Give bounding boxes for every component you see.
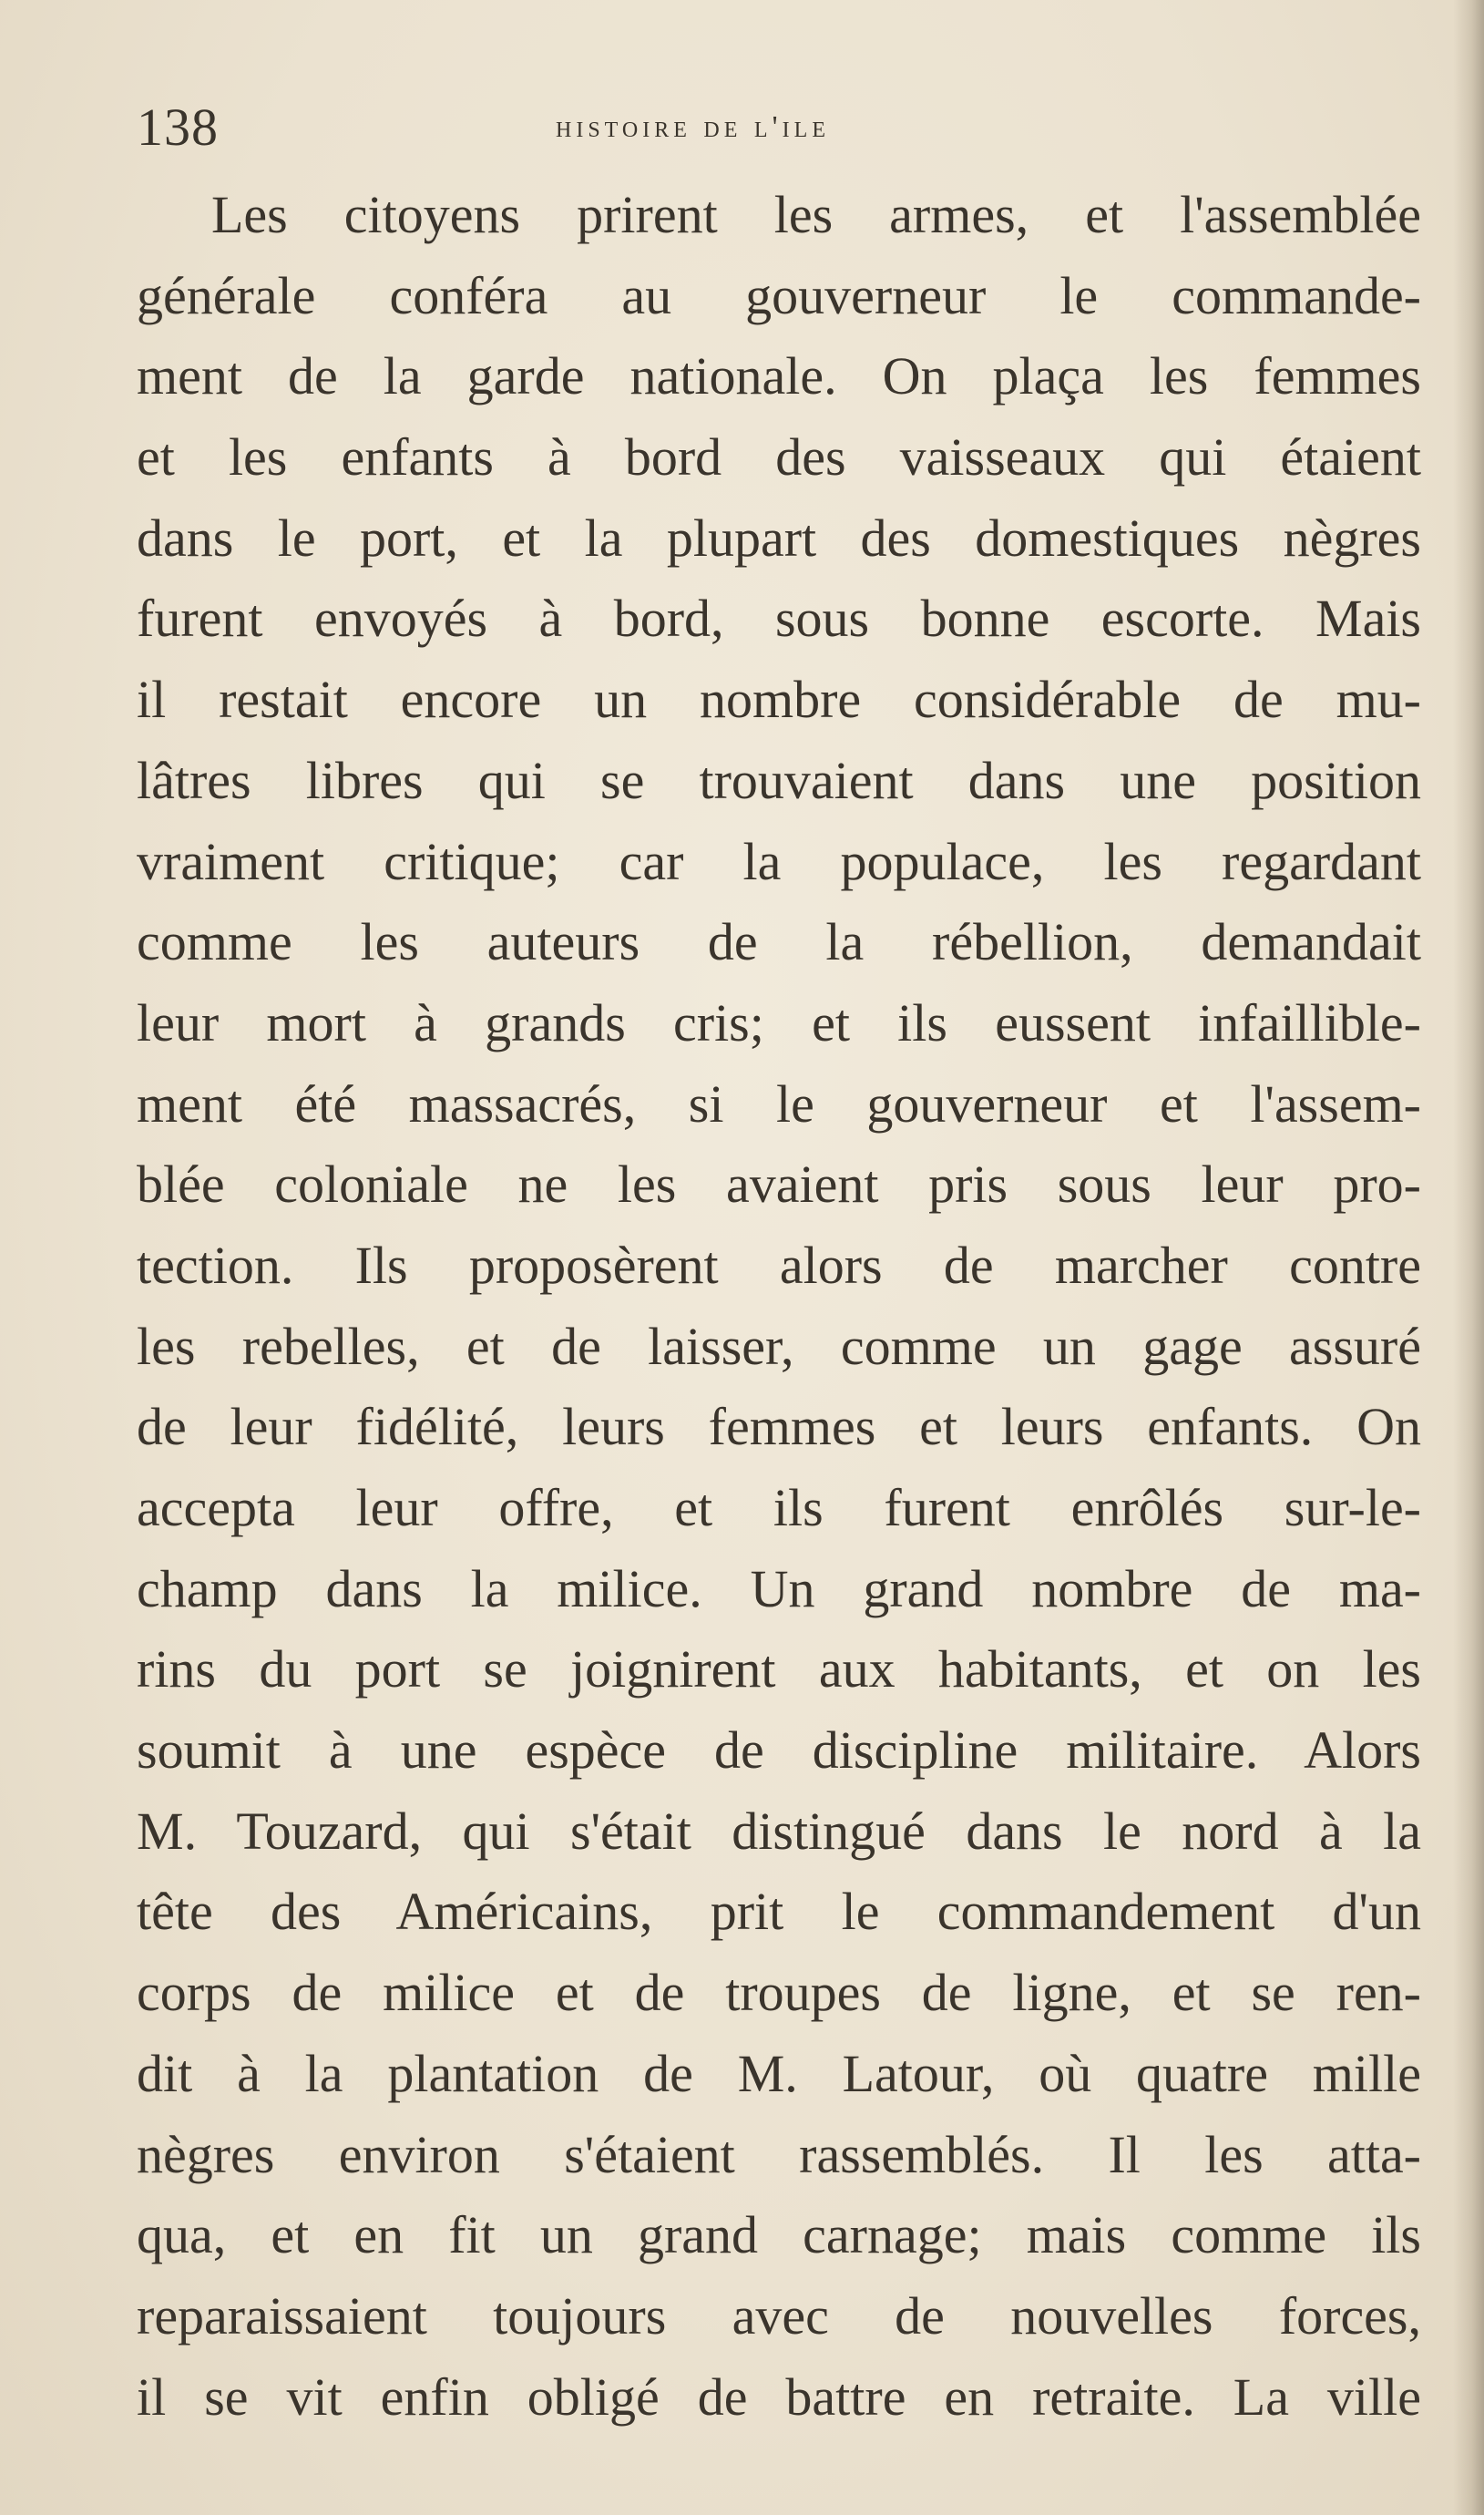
text-line: soumit à une espèce de discipline militaire. Alors — [137, 1720, 1421, 1781]
text-line: vraiment critique; car la populace, les regardant — [137, 831, 1421, 891]
text-line: dans le port, et la plupart des domestiques nègres — [137, 508, 1421, 568]
text-line: comme les auteurs de la rébellion, demandait — [137, 912, 1421, 972]
text-line: et les enfants à bord des vaisseaux qui étaient — [137, 427, 1421, 488]
text-line: rins du port se joignirent aux habitants, et on les — [137, 1639, 1421, 1699]
body-text — [137, 175, 1421, 2438]
text-line: tête des Américains, prit le commandement d'un — [137, 1882, 1421, 1942]
text-line: ment de la garde nationale. On plaça les femmes — [137, 346, 1421, 406]
text-line: Les citoyens prirent les armes, et l'assemblée — [211, 185, 1421, 244]
text-line: reparaissaient toujours avec de nouvelles forces, — [137, 2285, 1421, 2346]
text-line: qua, et en fit un grand carnage; mais comme ils — [137, 2205, 1421, 2265]
text-line: il se vit enfin obligé de battre en retraite. La ville — [137, 2366, 1421, 2427]
text-line: accepta leur offre, et ils furent enrôlés sur-le- — [137, 1478, 1421, 1537]
page-header — [137, 91, 1428, 164]
text-line: générale conféra au gouverneur le commande- — [137, 265, 1421, 325]
text-line: nègres environ s'étaient rassemblés. Il les atta- — [137, 2124, 1421, 2184]
text-line: de leur fidélité, leurs femmes et leurs enfants. On — [137, 1397, 1421, 1457]
text-line: tection. Ils proposèrent alors de marcher contre — [137, 1235, 1421, 1295]
text-line: dit à la plantation de M. Latour, où quatre mille — [137, 2043, 1421, 2103]
text-line: leur mort à grands cris; et ils eussent infaillible- — [137, 992, 1421, 1052]
text-line: il restait encore un nombre considérable de mu- — [137, 670, 1421, 730]
text-line: ment été massacrés, si le gouverneur et l'assem- — [137, 1073, 1421, 1134]
page-number: 138 — [137, 98, 219, 157]
page-gutter-shadow — [1453, 0, 1484, 2515]
text-line: lâtres libres qui se trouvaient dans une position — [137, 750, 1421, 810]
text-line: corps de milice et de troupes de ligne, et se ren- — [137, 1963, 1421, 2023]
text-line: champ dans la milice. Un grand nombre de ma- — [137, 1558, 1421, 1618]
text-line: M. Touzard, qui s'était distingué dans le nord à la — [137, 1801, 1421, 1861]
running-head: histoire de l'ile — [556, 110, 830, 144]
text-line: furent envoyés à bord, sous bonne escorte. Mais — [137, 589, 1421, 649]
text-line: les rebelles, et de laisser, comme un gage assuré — [137, 1316, 1421, 1376]
text-line: blée coloniale ne les avaient pris sous leur pro- — [137, 1155, 1421, 1215]
